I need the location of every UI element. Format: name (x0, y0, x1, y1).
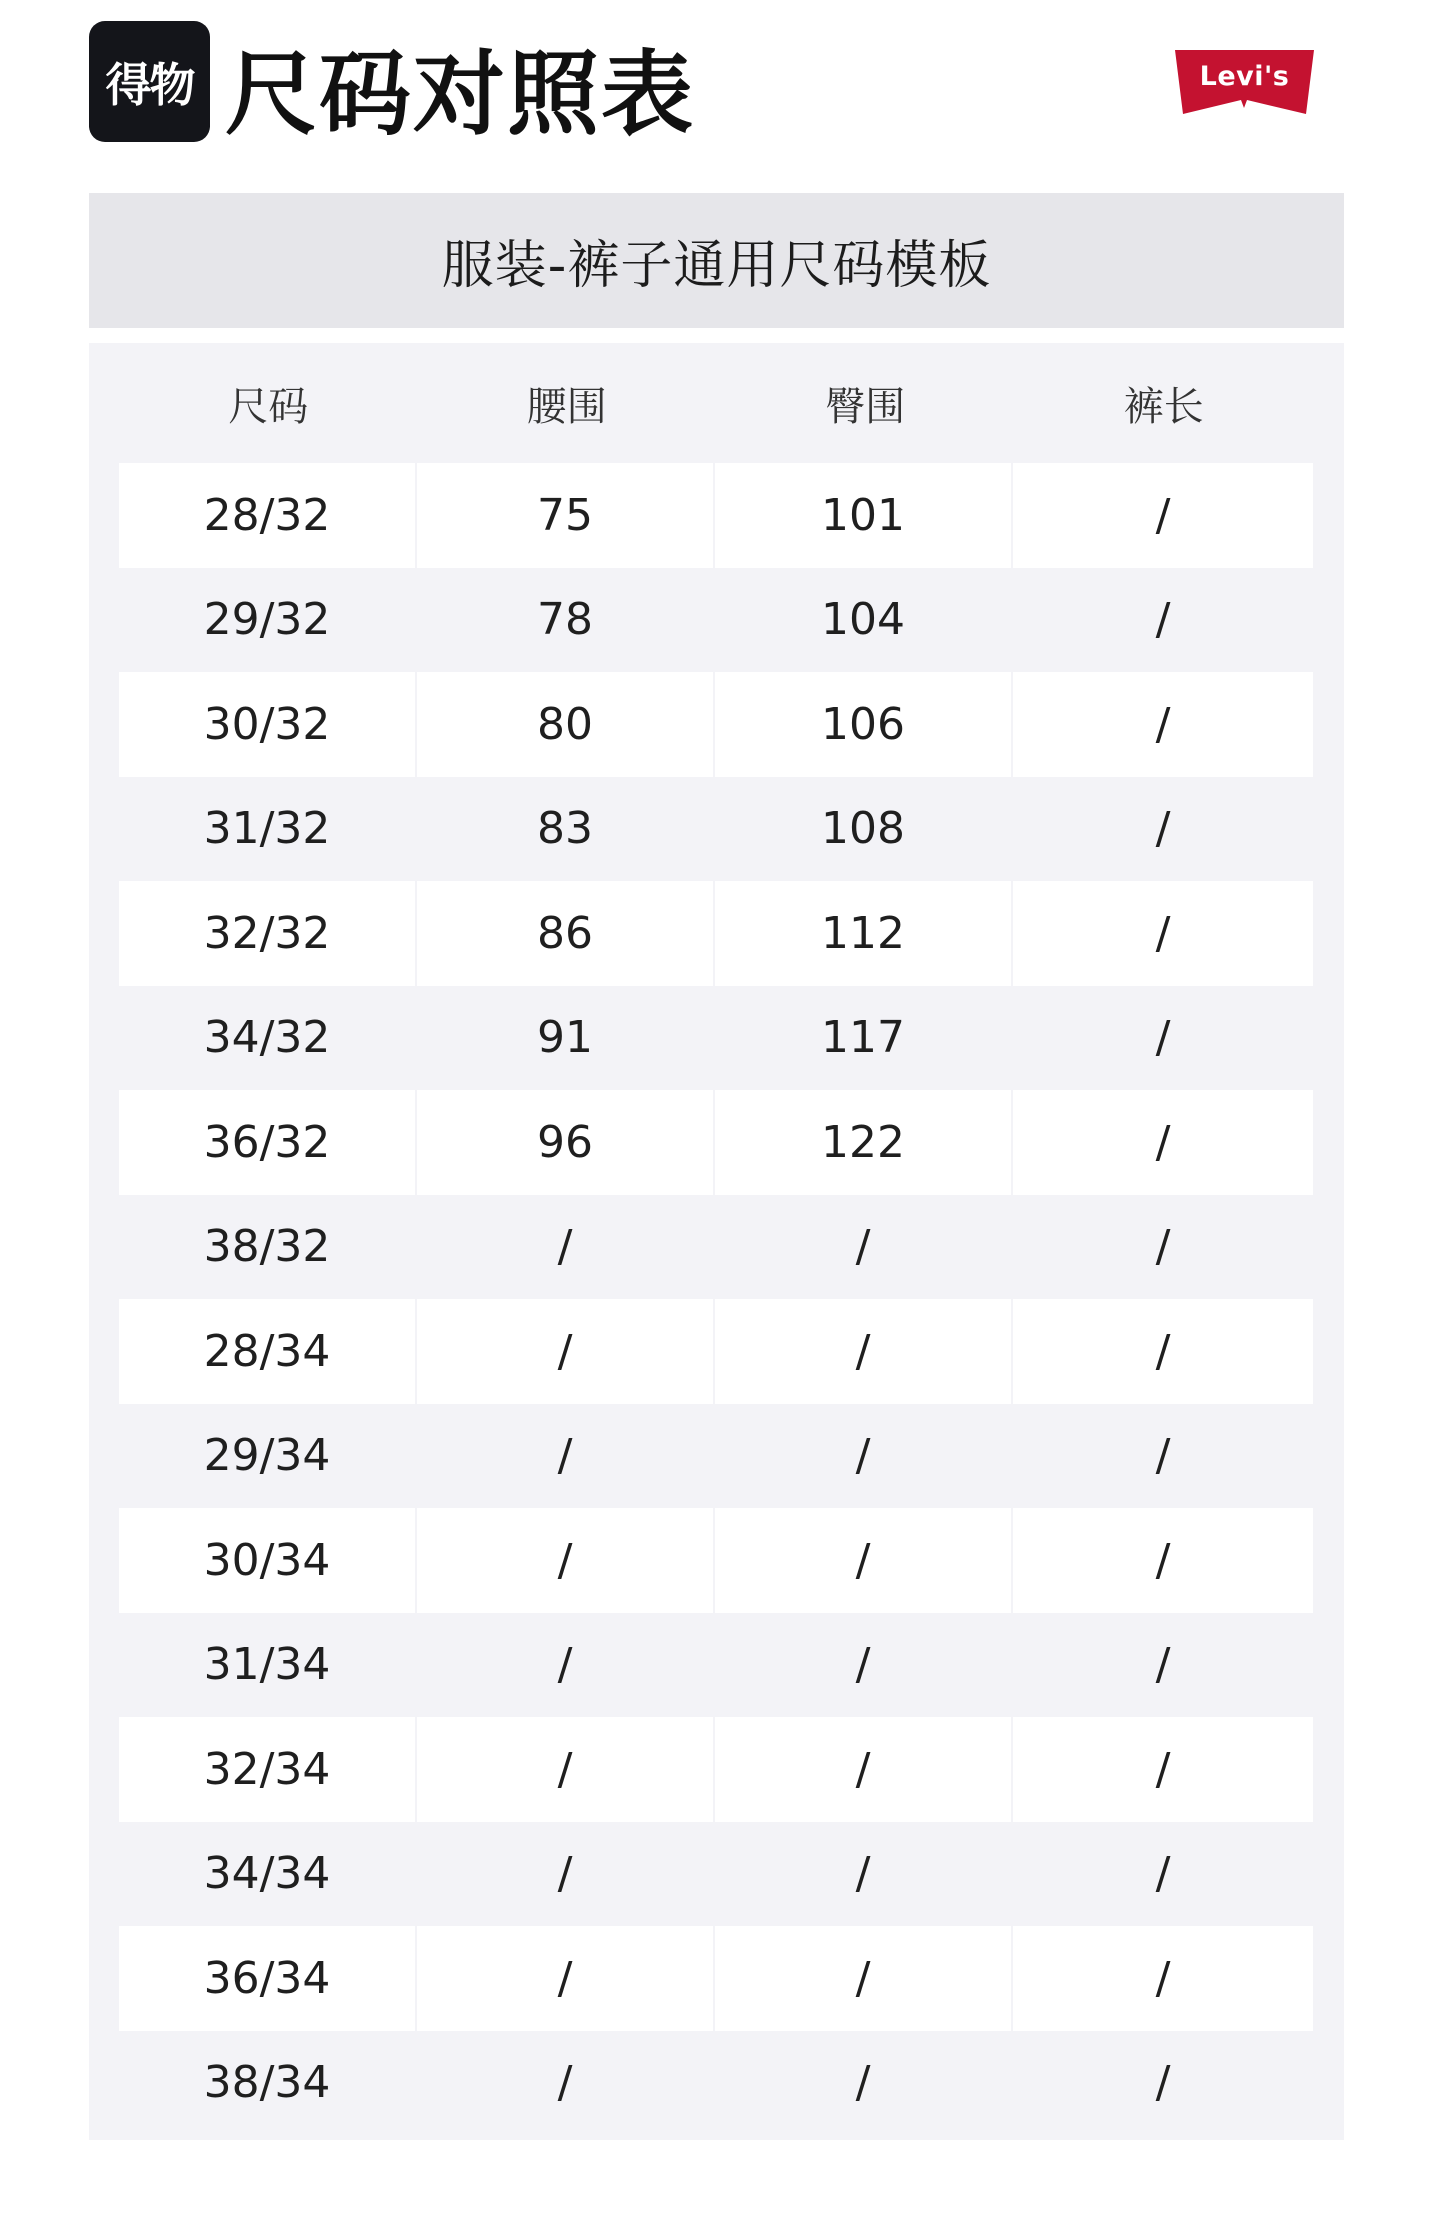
length-cell: / (1013, 672, 1313, 777)
length-cell: / (1013, 1090, 1313, 1195)
hip-cell: / (855, 1221, 871, 1273)
size-cell: 36/34 (119, 1926, 415, 2031)
table-row (119, 1195, 1313, 1300)
length-cell: / (1155, 594, 1171, 646)
levis-brand-logo (1173, 48, 1316, 118)
length-cell: / (1155, 1012, 1171, 1064)
column-header-waist: 腰围 (526, 383, 607, 430)
table-body (119, 463, 1313, 2135)
levis-logo-text: Levi's (1199, 61, 1290, 92)
length-cell: / (1155, 1848, 1171, 1900)
size-cell: 32/32 (119, 881, 415, 986)
hip-cell: / (855, 2057, 871, 2109)
length-cell: / (1013, 1717, 1313, 1822)
column-header-hip: 臀围 (825, 383, 906, 430)
dewu-app-logo (89, 21, 210, 142)
length-cell: / (1013, 881, 1313, 986)
table-row (119, 1717, 1313, 1822)
size-cell: 34/34 (203, 1848, 331, 1900)
hip-cell: 101 (715, 463, 1011, 568)
waist-cell: 91 (537, 1012, 593, 1064)
table-row (119, 1613, 1313, 1718)
table-row (119, 2031, 1313, 2136)
waist-cell: / (557, 1430, 573, 1482)
table-row (119, 986, 1313, 1091)
length-cell: / (1013, 1508, 1313, 1613)
hip-cell: 106 (715, 672, 1011, 777)
length-cell: / (1155, 1430, 1171, 1482)
waist-cell: / (557, 2057, 573, 2109)
size-table (89, 343, 1344, 2140)
size-cell: 38/32 (203, 1221, 331, 1273)
hip-cell: / (715, 1717, 1011, 1822)
size-cell: 29/34 (203, 1430, 331, 1482)
hip-cell: 104 (821, 594, 905, 646)
template-title-bar (89, 193, 1344, 328)
hip-cell: 122 (715, 1090, 1011, 1195)
size-cell: 36/32 (119, 1090, 415, 1195)
size-cell: 29/32 (203, 594, 331, 646)
waist-cell: 75 (417, 463, 713, 568)
waist-cell: / (417, 1299, 713, 1404)
table-row (119, 777, 1313, 882)
waist-cell: 96 (417, 1090, 713, 1195)
table-row (119, 881, 1313, 986)
hip-cell: / (855, 1430, 871, 1482)
table-row (119, 568, 1313, 673)
size-cell: 28/34 (119, 1299, 415, 1404)
hip-cell: 112 (715, 881, 1011, 986)
table-header-row (119, 343, 1313, 463)
length-cell: / (1013, 1926, 1313, 2031)
hip-cell: / (855, 1848, 871, 1900)
table-row (119, 1822, 1313, 1927)
waist-cell: 78 (537, 594, 593, 646)
hip-cell: / (715, 1299, 1011, 1404)
hip-cell: / (715, 1508, 1011, 1613)
page-title: 尺码对照表 (225, 41, 696, 148)
waist-cell: / (557, 1848, 573, 1900)
hip-cell: / (715, 1926, 1011, 2031)
table-row (119, 1299, 1313, 1404)
dewu-logo-text: 得物 (105, 57, 194, 112)
table-row (119, 1508, 1313, 1613)
length-cell: / (1155, 803, 1171, 855)
size-cell: 31/32 (203, 803, 331, 855)
table-row (119, 463, 1313, 568)
length-cell: / (1013, 1299, 1313, 1404)
size-cell: 28/32 (119, 463, 415, 568)
size-cell: 31/34 (203, 1639, 331, 1691)
length-cell: / (1155, 2057, 1171, 2109)
column-header-length: 裤长 (1123, 383, 1204, 430)
hip-cell: / (855, 1639, 871, 1691)
table-row (119, 1926, 1313, 2031)
waist-cell: 83 (537, 803, 593, 855)
waist-cell: / (417, 1717, 713, 1822)
waist-cell: 86 (417, 881, 713, 986)
length-cell: / (1155, 1221, 1171, 1273)
waist-cell: / (417, 1508, 713, 1613)
size-cell: 38/34 (203, 2057, 331, 2109)
table-row (119, 1090, 1313, 1195)
column-header-size: 尺码 (228, 383, 309, 430)
size-cell: 32/34 (119, 1717, 415, 1822)
length-cell: / (1155, 1639, 1171, 1691)
table-row (119, 672, 1313, 777)
length-cell: / (1013, 463, 1313, 568)
waist-cell: 80 (417, 672, 713, 777)
hip-cell: 117 (821, 1012, 905, 1064)
waist-cell: / (417, 1926, 713, 2031)
template-title: 服装-裤子通用尺码模板 (441, 236, 992, 296)
waist-cell: / (557, 1221, 573, 1273)
table-row (119, 1404, 1313, 1509)
size-cell: 30/34 (119, 1508, 415, 1613)
size-cell: 34/32 (203, 1012, 331, 1064)
size-cell: 30/32 (119, 672, 415, 777)
waist-cell: / (557, 1639, 573, 1691)
hip-cell: 108 (821, 803, 905, 855)
